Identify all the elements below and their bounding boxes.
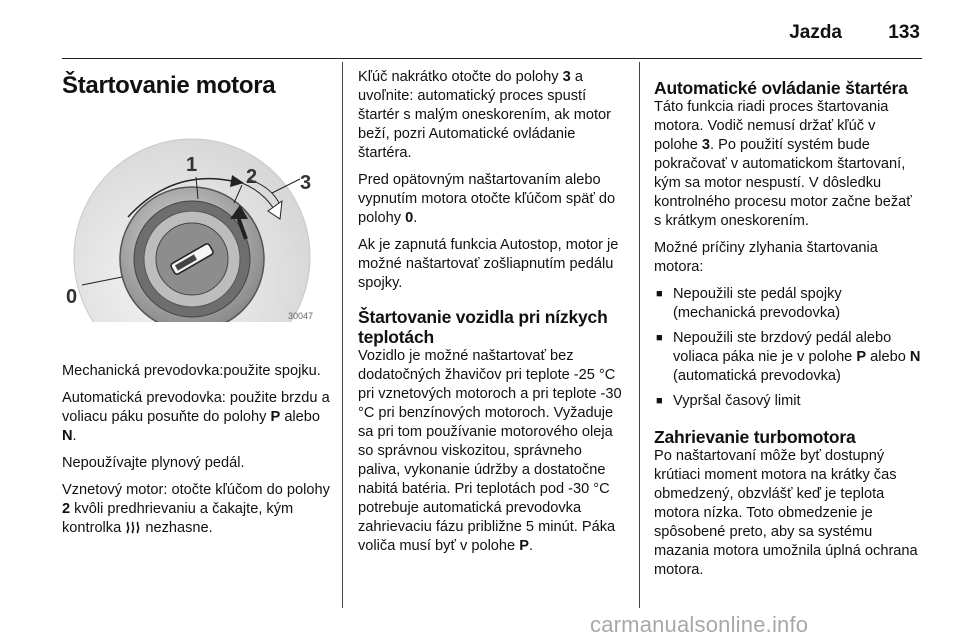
list-item: ■ Vypršal časový limit xyxy=(656,393,801,409)
paragraph-turn-back-0: Pred opätovným naštartovaním alebo vypnutím motora otočte kľúčom späť do polohy 0. xyxy=(358,172,616,226)
paragraph-turn-to-3: Kľúč nakrátko otočte do polohy 3 a uvoľnite: automatický proces spustí štartér s malým oneskorením, ak motor beží, pozri Automatické ovládanie štartéra. xyxy=(358,69,612,161)
paragraph-diesel-preheat: Vznetový motor: otočte kľúčom do polohy 2 kvôli predhrievaniu a čakajte, kým kontrolka nezhasne. xyxy=(62,481,332,541)
header-rule xyxy=(62,58,922,59)
paragraph-turbo-warmup: Po naštartovaní môže byť dostupný krútiaci moment motora na krátky čas obmedzený, obzvlášť keď je teplota motora nízka. Toto obmedzenie je spôsobené preto, aby sa systému mazania motora umožnila úplná ochrana motora. xyxy=(654,448,918,578)
column-divider-2 xyxy=(639,62,640,608)
glow-plug-indicator-icon xyxy=(125,519,141,541)
column-3 xyxy=(654,68,922,588)
chapter-title: Jazda xyxy=(789,22,842,43)
section-heading-turbo-warmup: Zahrievanie turbomotora xyxy=(654,427,856,447)
paragraph-no-throttle: Nepoužívajte plynový pedál. xyxy=(62,455,245,471)
column-1 xyxy=(62,68,332,549)
figure-label-position-3: 3 xyxy=(300,172,312,194)
watermark-text: carmanualsonline.info xyxy=(590,612,809,637)
ignition-switch-figure xyxy=(62,107,330,322)
page-number: 133 xyxy=(888,22,920,43)
paragraph-manual-gearbox: Mechanická prevodovka:použite spojku. xyxy=(62,363,321,379)
figure-label-position-0: 0 xyxy=(66,286,78,308)
figure-label-position-2: 2 xyxy=(246,166,258,188)
paragraph-failure-causes: Možné príčiny zlyhania štartovania motora: xyxy=(654,240,878,275)
list-item: ■ Nepoužili ste brzdový pedál alebo voliaca páka nie je v polohe P alebo N (automatická prevodovka) xyxy=(656,330,921,384)
section-heading-starting-engine: Štartovanie motora xyxy=(62,72,276,99)
list-item: ■ Nepoužili ste pedál spojky (mechanická prevodovka) xyxy=(656,286,842,321)
paragraph-cold-start: Vozidlo je možné naštartovať bez dodatočných žhavičov pri teplote -25 °C pri vznetových motoroch a pri teplote -30 °C pri benzínových motoroch. Vyžaduje sa pri tom používanie motorového oleja so správnou viskozitou, správneho paliva, vykonanie údržby a dostatočne nabitá batéria. Pri teplotách pod -30 °C potrebuje automatická prevodovka zahrievaciu fázu približne 5 minút. Páka voliča musí byť v polohe P. xyxy=(358,348,622,554)
column-2 xyxy=(358,68,624,564)
paragraph-automatic-gearbox: Automatická prevodovka: použite brzdu a voliacu páku posuňte do polohy P alebo N. xyxy=(62,390,330,444)
column-divider-1 xyxy=(342,62,343,608)
paragraph-auto-starter: Táto funkcia riadi proces štartovania motora. Vodič nemusí držať kľúč v polohe 3. Po použití systém bude pokračovať v automatickom štartovaní, kým sa motor nespustí. V dôsledku kontrolného procesu motor začne bežať s krátkym oneskorením. xyxy=(654,99,912,229)
section-heading-cold-start: Štartovanie vozidla pri nízkych teplotách xyxy=(358,307,608,347)
paragraph-autostop: Ak je zapnutá funkcia Autostop, motor je možné naštartovať zošliapnutím pedálu spojky. xyxy=(358,237,619,291)
figure-code: 30047 xyxy=(288,311,314,321)
figure-label-position-1: 1 xyxy=(186,154,198,176)
section-heading-auto-starter: Automatické ovládanie štartéra xyxy=(654,78,908,98)
ignition-switch-illustration xyxy=(62,107,330,322)
